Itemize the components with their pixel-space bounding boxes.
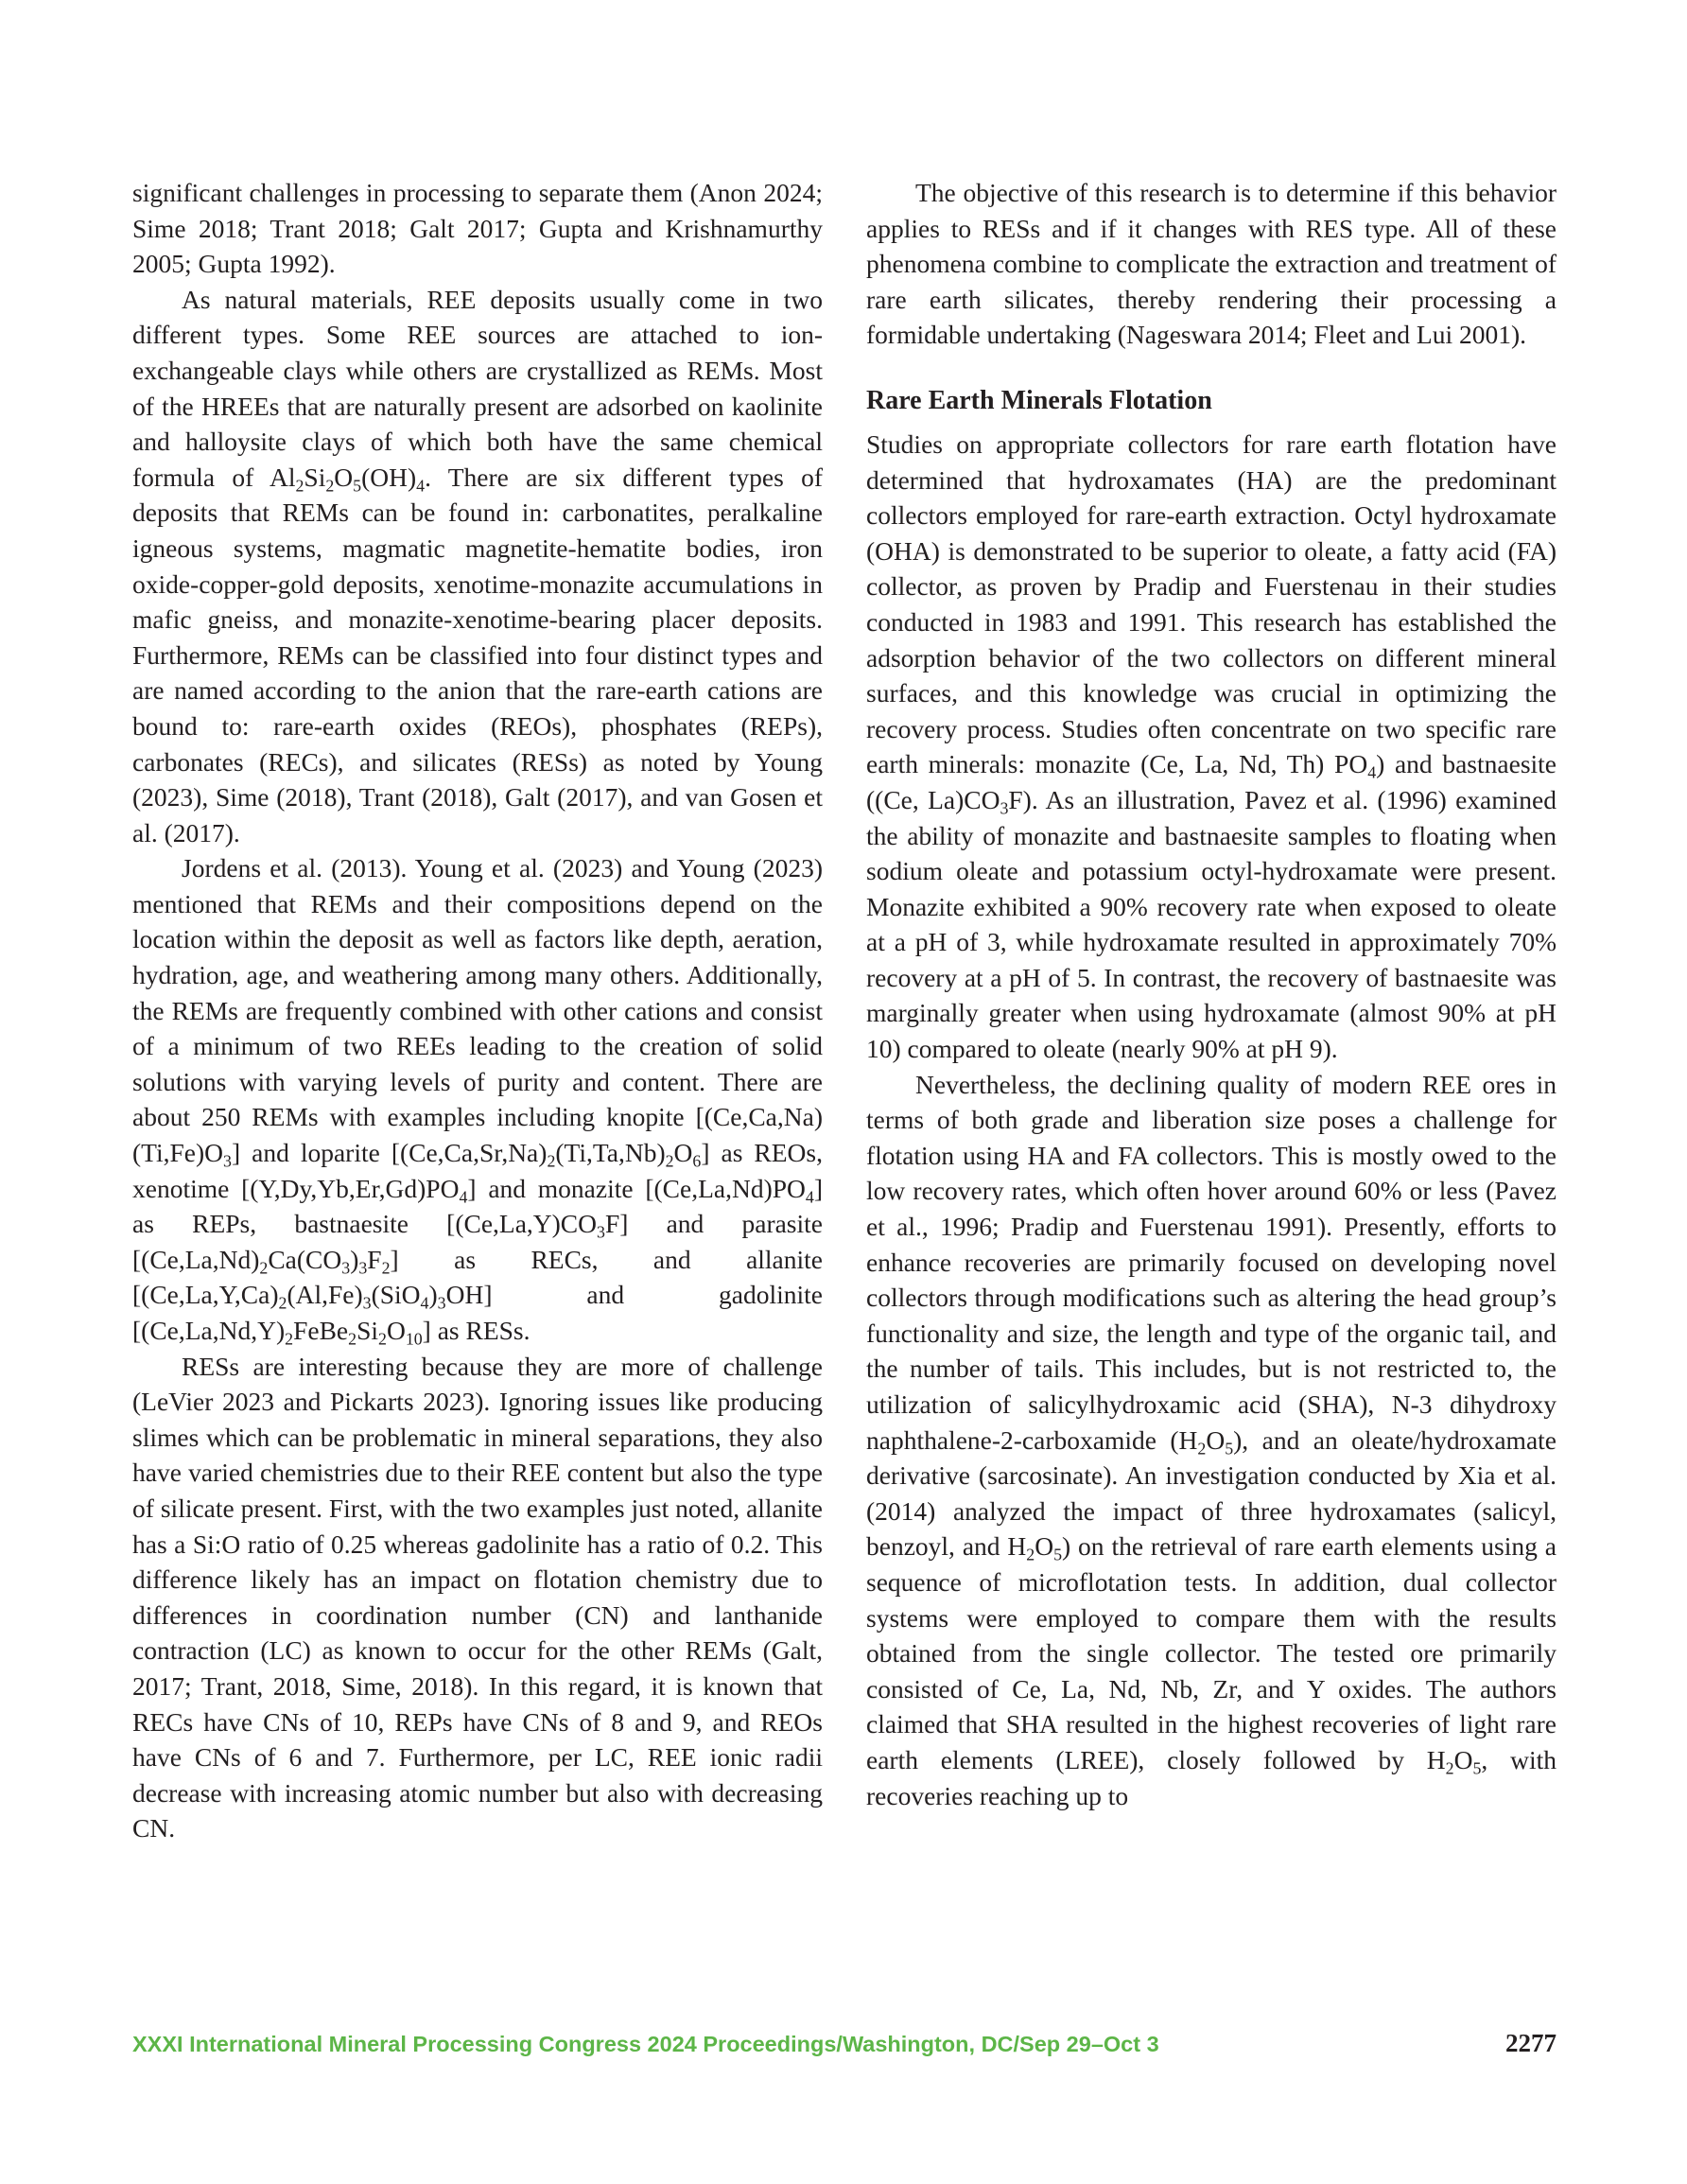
page-footer xyxy=(132,2029,1557,2070)
left-column xyxy=(132,175,823,1846)
page-number: 2277 xyxy=(1505,2029,1557,2057)
paragraph: Nevertheless, the declining quality of modern REE ores in terms of both grade and liberation size poses a challenge for flotation using HA and FA collectors. This is mostly owed to the low recovery rates, which often hover around 60% or less (Pavez et al., 1996; Pradip and Fuerstenau 1991). Presently, efforts to enhance recoveries are primarily focused on developing novel collectors through modifications such as altering the head group’s functionality and size, the length and type of the organic tail, and the number of tails. This includes, but is not restricted to, the utilization of salicylhydroxamic acid (SHA), N-3 dihydroxy naphthalene-2-carboxamide $(H_2O_5)$, and an oleate/hydroxamate derivative (sarcosinate). An investigation conducted by Xia et al. (2014) analyzed the impact of three hydroxamates (salicyl, benzoyl, and $H_2O_5$) on the retrieval of rare earth elements using a sequence of microflotation tests. In addition, dual collector systems were employed to compare them with the results obtained from the single collector. The tested ore primarily consisted of Ce, La, Nd, Nb, Zr, and Y oxides. The authors claimed that SHA resulted in the highest recoveries of light rare earth elements (LREE), closely followed by $H_2O_5$, with recoveries reaching up to xyxy=(866,1069,1557,1810)
paragraph: significant challenges in processing to separate them (Anon 2024; Sime 2018; Trant 2018; Galt 2017; Gupta and Krishnamurthy 2005; Gupta 1992). xyxy=(132,178,823,279)
paragraph: As natural materials, REE deposits usually come in two different types. Some REE sources are attached to ion-exchangeable clays while others are crystallized as REMs. Most of the HREEs that are naturally present are adsorbed on kaolinite and halloysite clays of which both have the same chemical formula of $Al_2Si_2O_5(OH)_4$. There are six different types of deposits that REMs can be found in: carbonatites, peralkaline igneous systems, magmatic magnetite-hematite bodies, iron oxide-copper-gold deposits, xenotime-monazite accumulations in mafic gneiss, and monazite-xenotime-bearing placer deposits. Furthermore, REMs can be classified into four distinct types and are named according to the anion that the rare-earth cations are bound to: rare-earth oxides (REOs), phosphates (REPs), carbonates (RECs), and silicates (RESs) as noted by Young (2023), Sime (2018), Trant (2018), Galt (2017), and van Gosen et al. (2017). xyxy=(132,284,823,847)
paragraph: Jordens et al. (2013). Young et al. (2023) and Young (2023) mentioned that REMs and their compositions depend on the location within the deposit as well as factors like depth, aeration, hydration, age, and weathering among many others. Additionally, the REMs are frequently combined with other cations and consist of a minimum of two REEs leading to the creation of solid solutions with varying levels of purity and content. There are about 250 REMs with examples including knopite $[(Ce,Ca,Na)(Ti,Fe)O_3]$ and loparite $[(Ce,Ca,Sr,Na)_2(Ti,Ta,Nb)_2O_6]$ as REOs, xenotime $[(Y,Dy,Yb,Er,Gd)PO_4]$ and monazite $[(Ce,La,Nd)PO_4]$ as REPs, bastnaesite $[(Ce,La,Y)CO_3F]$ and parasite $[(Ce,La,Nd)_2Ca(CO_3)_3F_2]$ as RECs, and allanite $[(Ce,La,Y,Ca)_2(Al,Fe)_3(SiO_4)_3OH]$ and gadolinite $[(Ce,La,Nd,Y)_2FeBe_2Si_2O_{10}]$ as RESs. xyxy=(132,853,823,1349)
section-heading: Rare Earth Minerals Flotation xyxy=(866,385,1212,415)
paragraph: The objective of this research is to determine if this behavior applies to RESs and if it changes with RES type. All of these phenomena combine to complicate the extraction and treatment of rare earth silicates, thereby rendering their processing a formidable undertaking (Nageswara 2014; Fleet and Lui 2001). xyxy=(866,178,1557,350)
right-column xyxy=(866,175,1557,1813)
paragraph: Studies on appropriate collectors for rare earth flotation have determined that hydroxamates (HA) are the predominant collectors employed for rare-earth extraction. Octyl hydroxamate (OHA) is demonstrated to be superior to oleate, a fatty acid (FA) collector, as proven by Pradip and Fuerstenau in their studies conducted in 1983 and 1991. This research has established the adsorption behavior of the two collectors on different mineral surfaces, and this knowledge was crucial in optimizing the recovery process. Studies often concentrate on two specific rare earth minerals: monazite (Ce, La, Nd, Th) $PO_4$) and bastnaesite ((Ce, $La)CO_3F$). As an illustration, Pavez et al. (1996) examined the ability of monazite and bastnaesite samples to floating when sodium oleate and potassium octyl-hydroxamate were present. Monazite exhibited a 90% recovery rate when exposed to oleate at a pH of 3, while hydroxamate resulted in approximately 70% recovery at a pH of 5. In contrast, the recovery of bastnaesite was marginally greater when using hydroxamate (almost 90% at pH 10) compared to oleate (nearly 90% at pH 9). xyxy=(866,428,1557,1064)
footer-proceedings-title: XXXI International Mineral Processing Congress 2024 Proceedings/Washington, DC/Sep 29–Oct 3 xyxy=(132,2032,1159,2056)
paragraph: RESs are interesting because they are more of challenge (LeVier 2023 and Pickarts 2023). Ignoring issues like producing slimes which can be problematic in mineral separations, they also have varied chemistries due to their REE content but also the type of silicate present. First, with the two examples just noted, allanite has a Si:O ratio of 0.25 whereas gadolinite has a ratio of 0.2. This difference likely has an impact on flotation chemistry due to differences in coordination number (CN) and lanthanide contraction (LC) as known to occur for the other REMs (Galt, 2017; Trant, 2018, Sime, 2018). In this regard, it is known that RECs have CNs of 10, REPs have CNs of 8 and 9, and REOs have CNs of 6 and 7. Furthermore, per LC, REE ionic radii decrease with increasing atomic number but also with decreasing CN. xyxy=(132,1351,823,1843)
